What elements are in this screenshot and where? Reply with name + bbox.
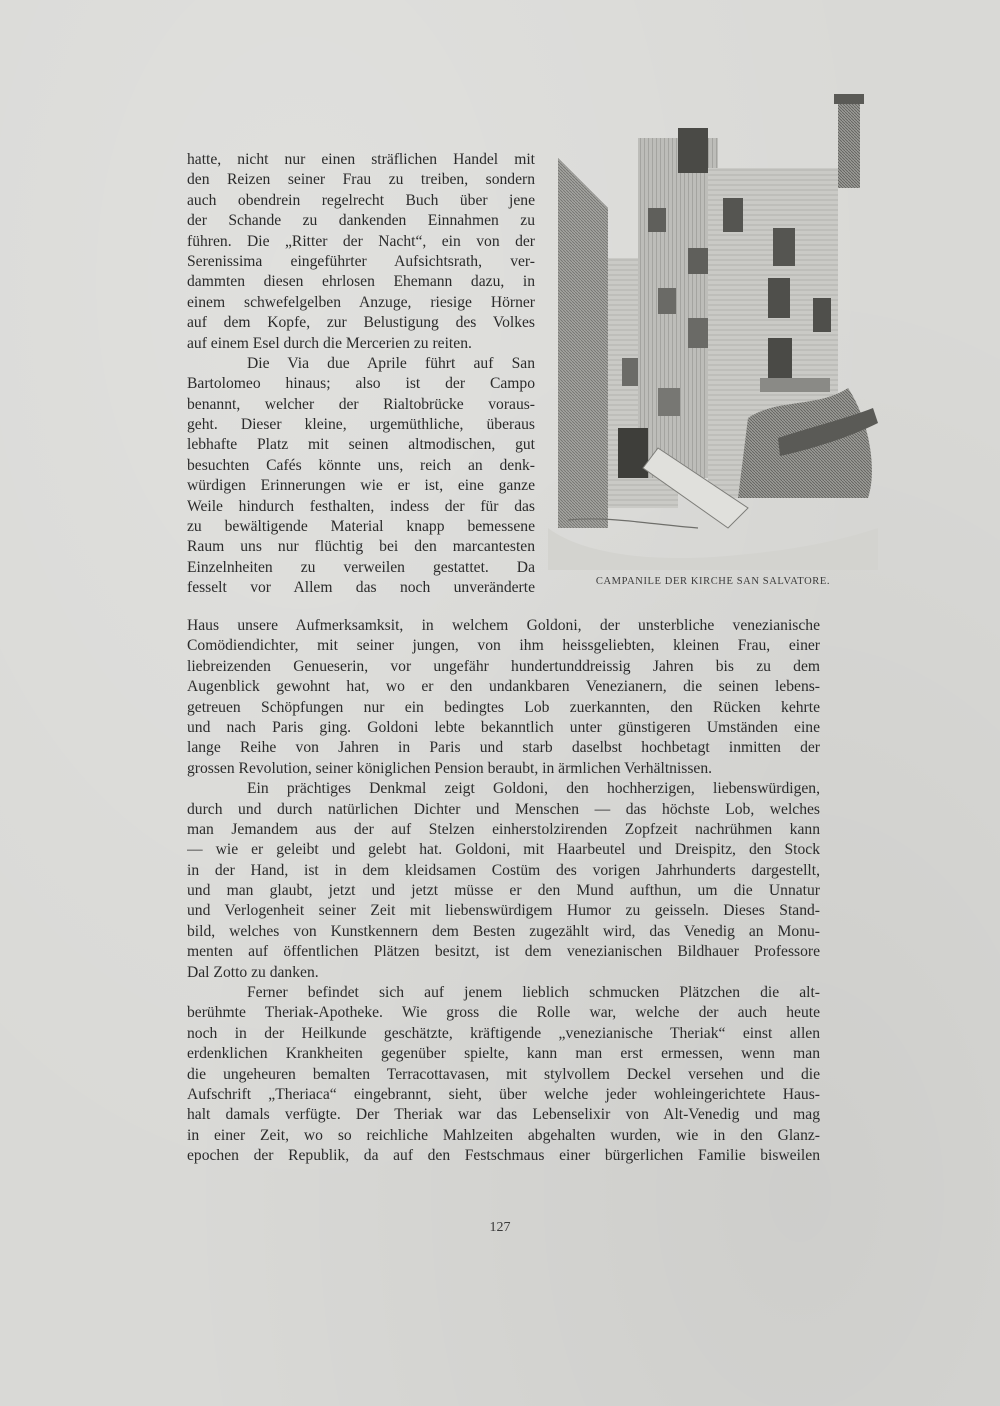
text-line: der Schande zu dankenden Einnahmen zu (187, 212, 535, 230)
text-line: menten auf öffentlichen Plätzen besitzt, ist dem venezianischen Bildhauer Professore (187, 943, 820, 961)
text-line: fesselt vor Allem das noch unveränderte (187, 579, 535, 597)
text-line: führen. Die „Ritter der Nacht“, ein von der (187, 232, 535, 250)
text-line: Dal Zotto zu danken. (187, 963, 319, 981)
text-line: Die Via due Aprile führt auf San (247, 354, 535, 372)
text-line: Einzelnheiten zu verweilen gestattet. Da (187, 558, 535, 576)
illustration (548, 88, 878, 570)
text-line: zu bewältigende Material knapp bemessene (187, 518, 535, 536)
text-line: epochen der Republik, da auf den Festschmaus einer bürgerlichen Familie bisweilen (187, 1147, 820, 1165)
text-line: Serenissima eingeführter Aufsichtsrath, ver- (187, 252, 535, 270)
text-line: benannt, welcher der Rialtobrücke voraus- (187, 395, 535, 413)
text-line: grossen Revolution, seiner königlichen Pension beraubt, in ärmlichen Verhältnissen. (187, 759, 713, 777)
text-line: die ungeheuren bemalten Terracottavasen, mit stylvollem Deckel versehen und die (187, 1065, 820, 1083)
text-line: würdigen Erinnerungen wie er ist, eine ganze (187, 477, 535, 495)
text-line: bild, welches von Kunstkennern dem Besten zugezählt wird, das Venedig an Monu- (187, 922, 820, 940)
text-line: Weile hindurch festhalten, indess der für das (187, 497, 535, 515)
text-line: berühmte Theriak-Apotheke. Wie gross die Rolle war, welche der auch heute (187, 1004, 820, 1022)
text-line: halt damals verfügte. Der Theriak war das Lebenselixir von Alt-Venedig und mag (187, 1106, 820, 1124)
text-line: lebhafte Platz mit seinen altmodischen, gut (187, 436, 535, 454)
text-line: den Reizen seiner Frau zu treiben, sondern (187, 171, 535, 189)
text-line: Augenblick gewohnt hat, wo er den undankbaren Venezianern, die seinen lebens- (187, 678, 820, 696)
text-line: besuchten Cafés könnte uns, reich an denk- (187, 456, 535, 474)
text-line: auch obendrein regelrecht Buch über jene (187, 191, 535, 209)
text-line: durch und durch natürlichen Dichter und Menschen — das höchste Lob, welches (187, 800, 820, 818)
text-line: Ferner befindet sich auf jenem lieblich schmucken Plätzchen die alt- (247, 984, 820, 1002)
figure-caption: CAMPANILE DER KIRCHE SAN SALVATORE. (595, 576, 831, 587)
text-line: man Jemandem aus der auf Stelzen einherstolzirenden Zopfzeit nachrühmen kann (187, 820, 820, 838)
engraving-image (548, 88, 878, 570)
text-line: — wie er geleibt und gelebt hat. Goldoni, mit Haarbeutel und Dreispitz, den Stock (187, 841, 820, 859)
text-line: getreuen Schöpfungen nur ein bedingtes Lob zuerkannten, den Rücken kehrte (187, 698, 820, 716)
text-line: erdenklichen Krankheiten gegenüber spielte, kann man erst ermessen, wenn man (187, 1045, 820, 1063)
text-line: und nach Paris ging. Goldoni lebte bekanntlich unter günstigeren Umständen eine (187, 718, 820, 736)
text-line: und Verlogenheit seiner Zeit mit liebenswürdigem Humor zu geisseln. Dieses Stand- (187, 902, 820, 920)
text-line: Ein prächtiges Denkmal zeigt Goldoni, den hochherzigen, liebenswürdigen, (247, 780, 820, 798)
text-line: auf einem Esel durch die Mercerien zu reiten. (187, 334, 472, 352)
text-line: lange Reihe von Jahren in Paris und starb daselbst hochbetagt inmitten der (187, 739, 820, 757)
text-line: Bartolomeo hinaus; also ist der Campo (187, 375, 535, 393)
text-line: geht. Dieser kleine, urgemüthliche, überaus (187, 416, 535, 434)
full-width-text (187, 616, 820, 1167)
text-line: Aufschrift „Theriaca“ eingebrannt, sieht, über welche jeder wohleingerichtete Haus- (187, 1085, 820, 1103)
text-line: in der Hand, ist in dem kleidsamen Costüm des vorigen Jahrhunderts dargestellt, (187, 861, 820, 879)
text-line: Haus unsere Aufmerksamksit, in welchem Goldoni, der unsterbliche venezianische (187, 617, 820, 634)
text-line: noch in der Heilkunde geschätzte, kräftigende „venezianische Theriak“ einst allen (187, 1024, 820, 1042)
text-line: und man glaubt, jetzt und jetzt müsse er den Mund aufthun, um die Unnatur (187, 882, 820, 900)
page-number: 127 (489, 1220, 511, 1235)
text-line: liebreizenden Genueserin, vor ungefähr hundertunddreissig Jahren bis zu dem (187, 657, 820, 675)
text-line: in einer Zeit, wo so reichliche Mahlzeiten abgehalten wurden, wie in den Glanz- (187, 1126, 820, 1144)
text-line: dammten diesen ehrlosen Ehemann dazu, in (187, 273, 535, 291)
text-line: hatte, nicht nur einen sträflichen Handel mit (187, 151, 535, 168)
text-line: Raum uns nur flüchtig bei den marcantesten (187, 538, 535, 556)
text-line: auf dem Kopfe, zur Belustigung des Volkes (187, 314, 535, 332)
column-text (187, 150, 535, 599)
text-line: Comödiendichter, mit seiner jungen, von ihm heissgeliebten, kleinen Frau, einer (187, 637, 820, 655)
text-line: einem schwefelgelben Anzuge, riesige Hörner (187, 293, 535, 311)
